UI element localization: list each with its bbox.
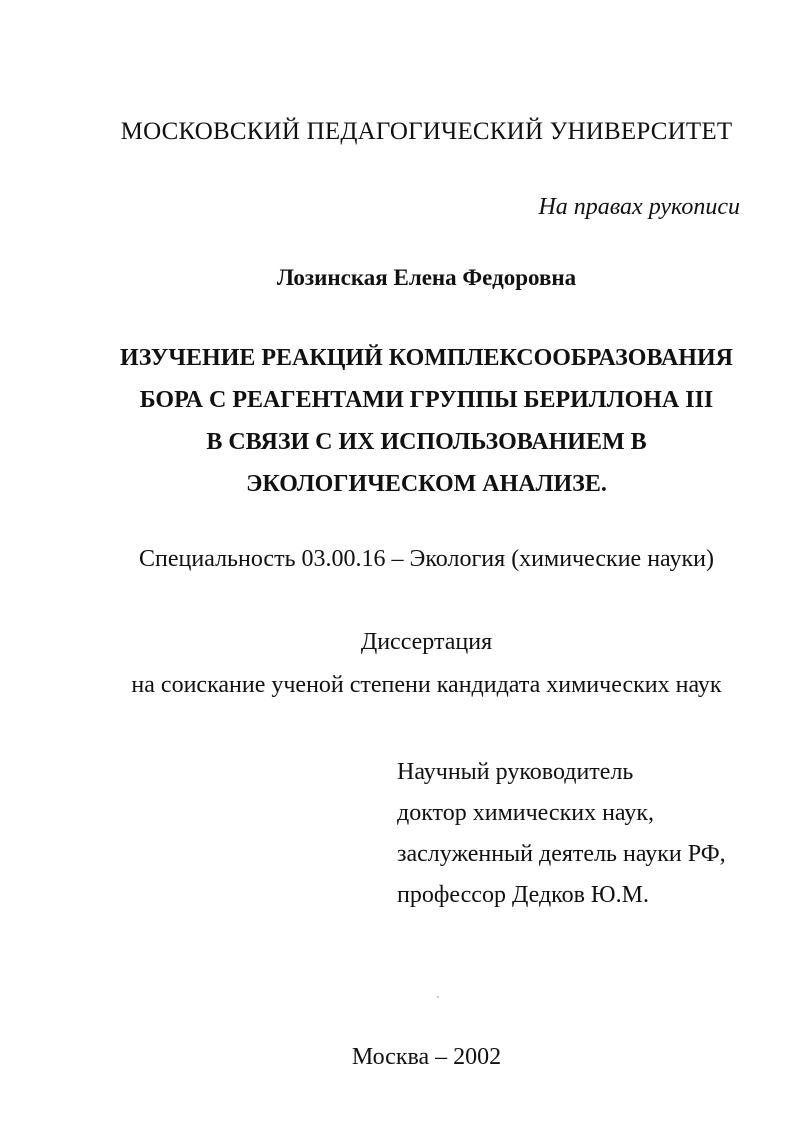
- city-year: Москва – 2002: [351, 1044, 502, 1070]
- university-name: МОСКОВСКИЙ ПЕДАГОГИЧЕСКИЙ УНИВЕРСИТЕТ: [120, 118, 733, 145]
- supervisor-line: заслуженный деятель науки РФ,: [397, 841, 726, 867]
- dissertation-title: [0, 337, 793, 505]
- supervisor-line: профессор Дедков Ю.М.: [397, 882, 649, 908]
- author-name: Лозинская Елена Федоровна: [276, 265, 577, 290]
- manuscript-rights-note: На правах рукописи: [538, 194, 740, 220]
- dissertation-label: Диссертация: [360, 629, 493, 655]
- supervisor-line: доктор химических наук,: [397, 800, 655, 826]
- title-line: ИЗУЧЕНИЕ РЕАКЦИЙ КОМПЛЕКСООБРАЗОВАНИЯ: [120, 345, 733, 371]
- supervisor-line: Научный руководитель: [397, 759, 634, 785]
- supervisor-block: [397, 752, 726, 916]
- title-line: В СВЯЗИ С ИХ ИСПОЛЬЗОВАНИЕМ В: [206, 429, 647, 455]
- title-line: БОРА С РЕАГЕНТАМИ ГРУППЫ БЕРИЛЛОНА III: [139, 387, 714, 413]
- specialty-line: Специальность 03.00.16 – Экология (химические науки): [139, 546, 714, 572]
- scan-speck: [437, 996, 439, 998]
- degree-purpose: на соискание ученой степени кандидата химических наук: [131, 672, 722, 698]
- title-line: ЭКОЛОГИЧЕСКОМ АНАЛИЗЕ.: [246, 471, 607, 497]
